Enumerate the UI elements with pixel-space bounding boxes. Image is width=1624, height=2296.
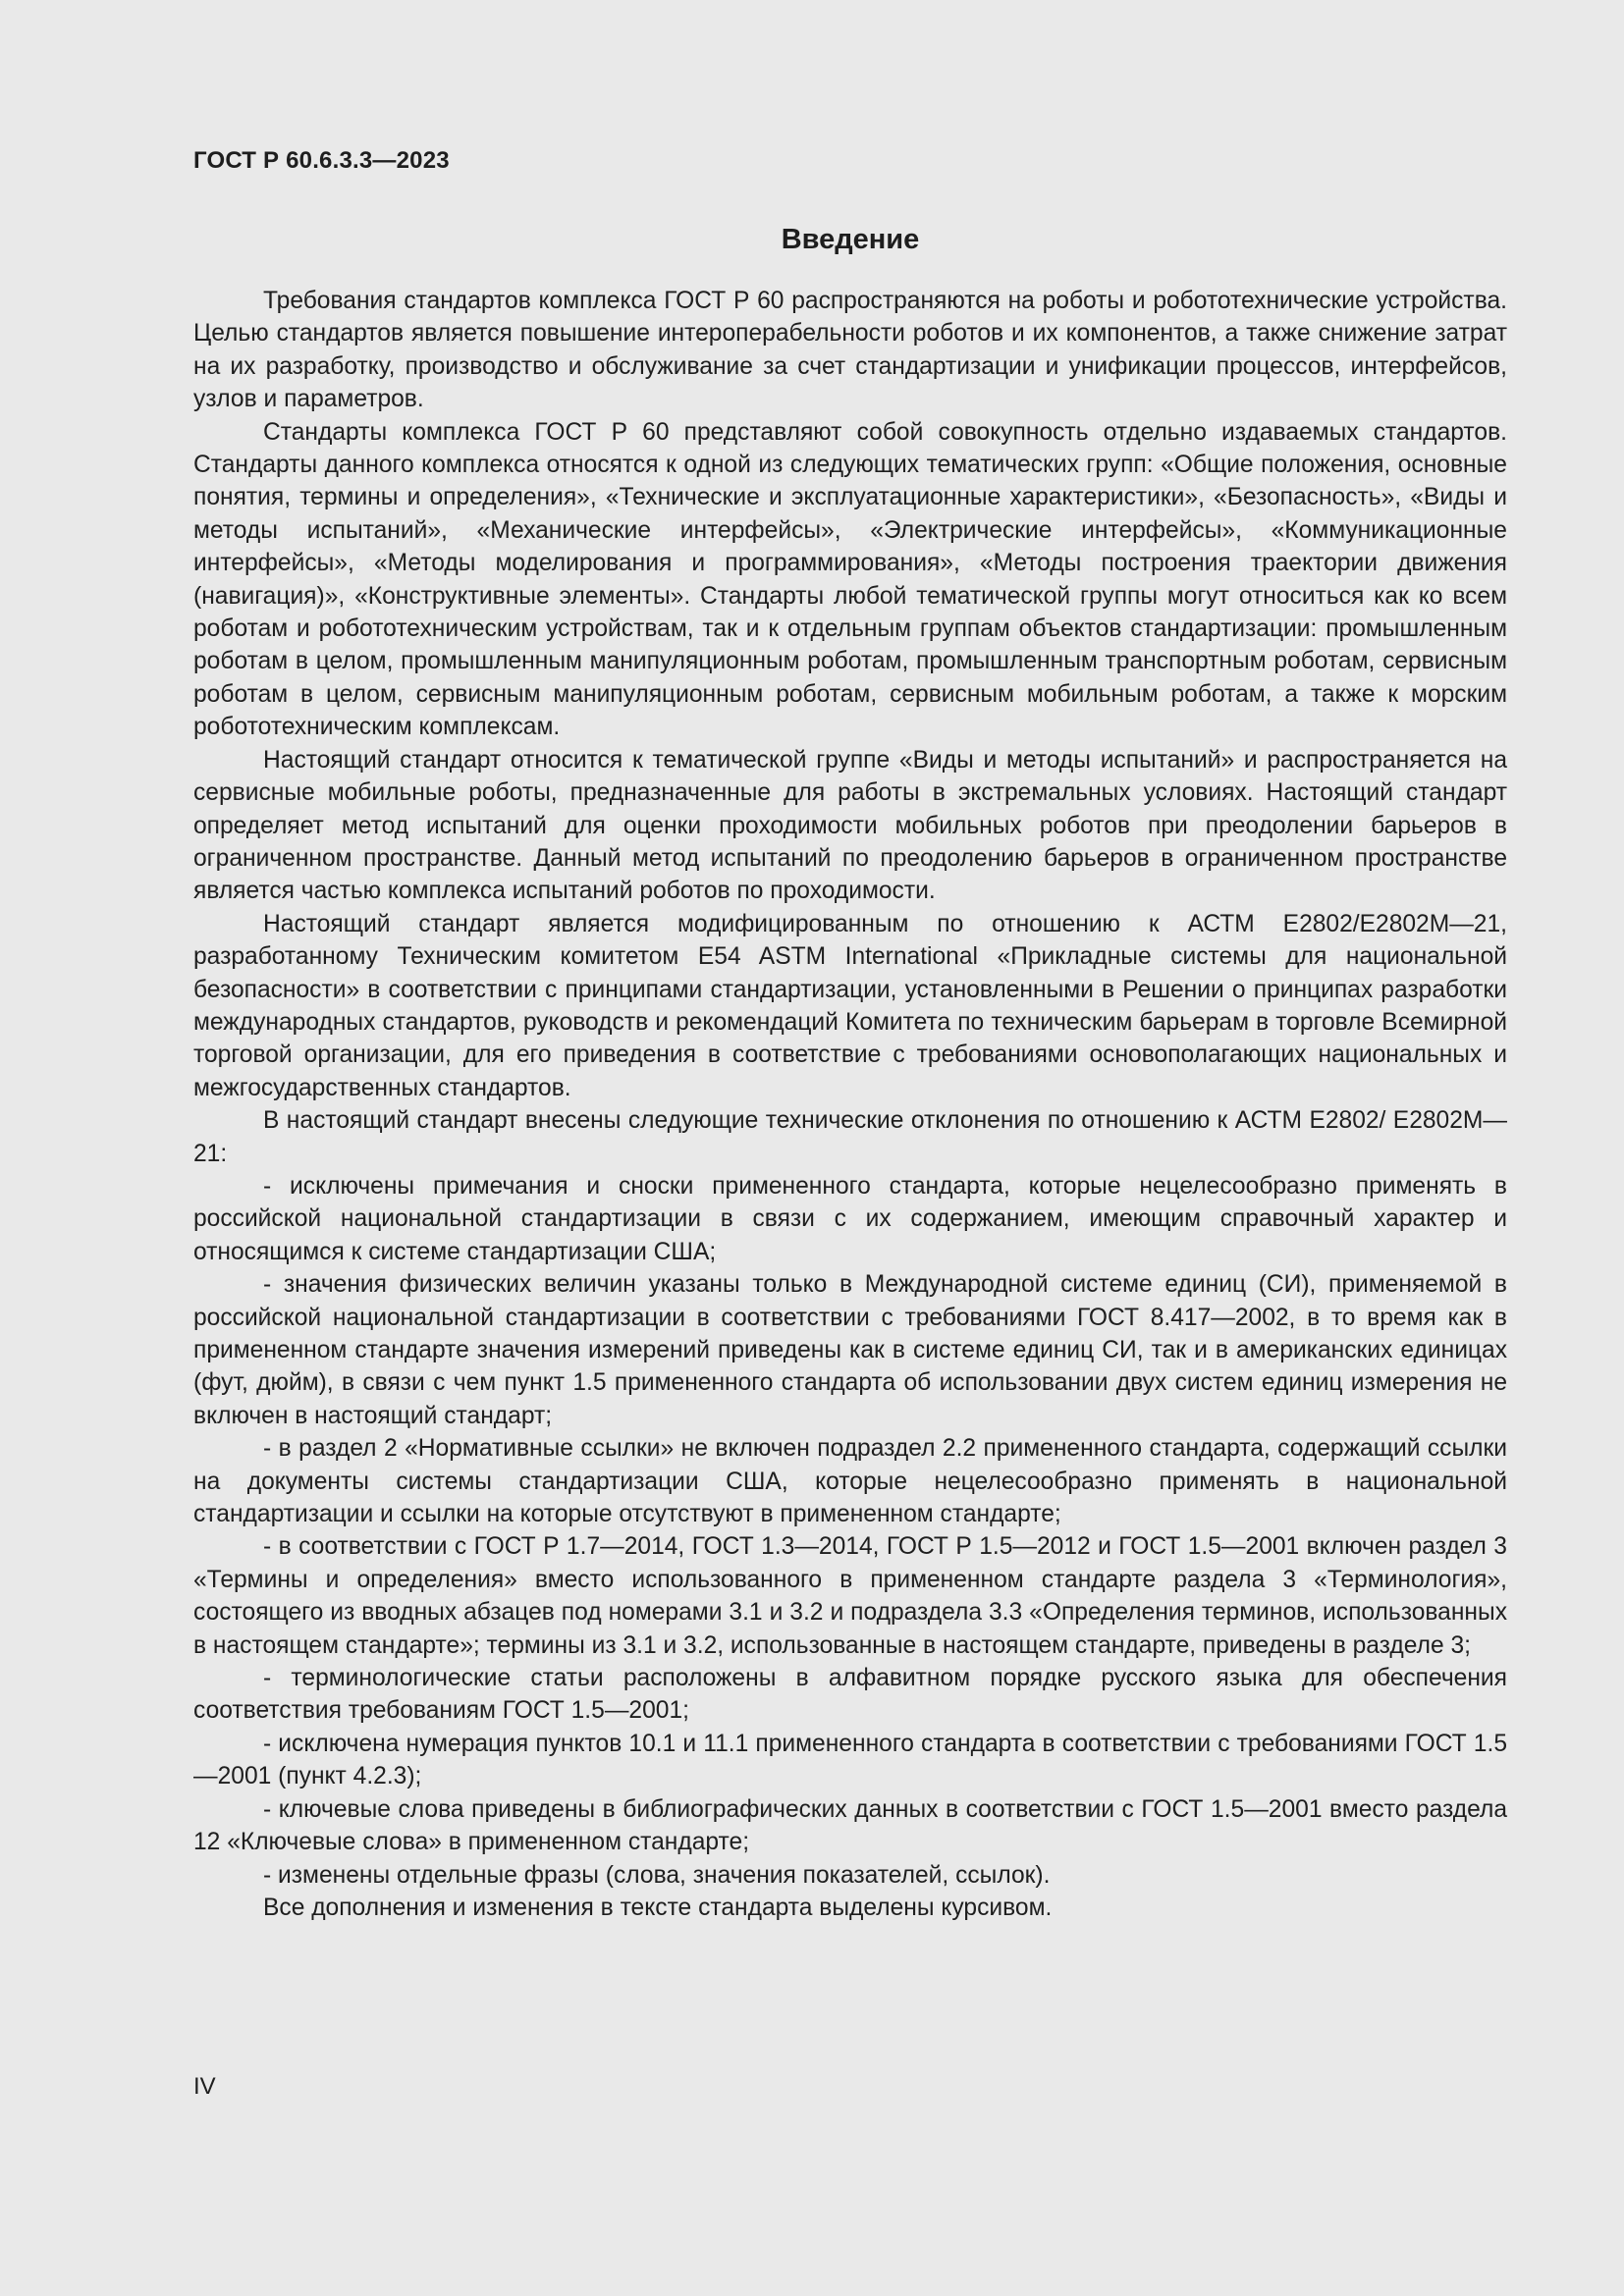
document-code-header: ГОСТ Р 60.6.3.3—2023 xyxy=(193,147,450,174)
list-item-deviation: - исключены примечания и сноски примененного стандарта, которые нецелесообразно применять в российской национальной стандартизации в связи с их содержанием, имеющим справочный характер и относящимся к системе стандартизации США; xyxy=(193,1172,1507,1265)
list-item-deviation: - исключена нумерация пунктов 10.1 и 11.1 примененного стандарта в соответствии с требованиями ГОСТ 1.5—2001 (пункт 4.2.3); xyxy=(193,1730,1507,1790)
list-item-deviation: - ключевые слова приведены в библиографических данных в соответствии с ГОСТ 1.5—2001 вместо раздела 12 «Ключевые слова» в примененном стандарте; xyxy=(193,1795,1507,1856)
paragraph-scope: Требования стандартов комплекса ГОСТ Р 60 распространяются на роботы и робототехнические устройства. Целью стандартов является повышение интероперабельности роботов и их компонентов, а также снижение затрат на их разработку, производство и обслуживание за счет стандартизации и унификации процессов, интерфейсов, узлов и параметров. xyxy=(193,288,1507,413)
paragraph-closing-note: Все дополнения и изменения в тексте стандарта выделены курсивом. xyxy=(263,1894,1053,1921)
list-item-deviation: - изменены отдельные фразы (слова, значения показателей, ссылок). xyxy=(263,1861,1051,1889)
document-body xyxy=(193,285,1507,1924)
paragraph-complex-structure: Стандарты комплекса ГОСТ Р 60 представляют собой совокупность отдельно издаваемых стандартов. Стандарты данного комплекса относятся к одной из следующих тематических групп: «Общие положения, основные понятия, термины и определения», «Технические и эксплуатационные характеристики», «Безопасность», «Виды и методы испытаний», «Механические интерфейсы», «Электрические интерфейсы», «Коммуникационные интерфейсы», «Методы моделирования и программирования», «Методы построения траектории движения (навигация)», «Конструктивные элементы». Стандарты любой тематической группы могут относиться как ко всем роботам и робототехническим устройствам, так и к отдельным группам объектов стандартизации: промышленным роботам в целом, промышленным манипуляционным роботам, промышленным транспортным роботам, сервисным роботам в целом, сервисным манипуляционным роботам, сервисным мобильным роботам, а также к морским робототехническим комплексам. xyxy=(193,418,1507,741)
section-title: Введение xyxy=(781,224,920,255)
paragraph-deviations-intro: В настоящий стандарт внесены следующие технические отклонения по отношению к АСТМ Е2802/ Е2802М—21: xyxy=(193,1107,1507,1167)
paragraph-this-standard-group: Настоящий стандарт относится к тематической группе «Виды и методы испытаний» и распространяется на сервисные мобильные роботы, предназначенные для работы в экстремальных условиях. Настоящий стандарт определяет метод испытаний для оценки проходимости мобильных роботов при преодолении барьеров в ограниченном пространстве. Данный метод испытаний по преодолению барьеров в ограниченном пространстве является частью комплекса испытаний роботов по проходимости. xyxy=(193,746,1507,905)
paragraph-modification: Настоящий стандарт является модифицированным по отношению к АСТМ Е2802/Е2802М—21, разработанному Техническим комитетом E54 ASTM International «Прикладные системы для национальной безопасности» в соответствии с принципами стандартизации, установленными в Решении о принципах разработки международных стандартов, руководств и рекомендаций Комитета по техническим барьерам в торговле Всемирной торговой организации, для его приведения в соответствие с требованиями основополагающих национальных и межгосударственных стандартов. xyxy=(193,910,1507,1101)
list-item-deviation: - в раздел 2 «Нормативные ссылки» не включен подраздел 2.2 примененного стандарта, содержащий ссылки на документы системы стандартизации США, которые нецелесообразно применять в национальной стандартизации и ссылки на которые отсутствуют в примененном стандарте; xyxy=(193,1435,1507,1528)
list-item-deviation: - терминологические статьи расположены в алфавитном порядке русского языка для обеспечения соответствия требованиям ГОСТ 1.5—2001; xyxy=(193,1665,1507,1725)
list-item-deviation: - в соответствии с ГОСТ Р 1.7—2014, ГОСТ 1.3—2014, ГОСТ Р 1.5—2012 и ГОСТ 1.5—2001 включен раздел 3 «Термины и определения» вместо использованного в примененном стандарте раздела 3 «Терминология», состоящего из вводных абзацев под номерами 3.1 и 3.2 и подраздела 3.3 «Определения терминов, использованных в настоящем стандарте»; термины из 3.1 и 3.2, использованные в настоящем стандарте, приведены в разделе 3; xyxy=(193,1533,1507,1659)
list-item-deviation: - значения физических величин указаны только в Международной системе единиц (СИ), применяемой в российской национальной стандартизации в соответствии с требованиями ГОСТ 8.417—2002, в то время как в примененном стандарте значения измерений приведены как в системе единиц СИ, так и в американских единицах (фут, дюйм), в связи с чем пункт 1.5 примененного стандарта об использовании двух систем единиц измерения не включен в настоящий стандарт; xyxy=(193,1271,1507,1429)
page-number: IV xyxy=(193,2073,216,2100)
